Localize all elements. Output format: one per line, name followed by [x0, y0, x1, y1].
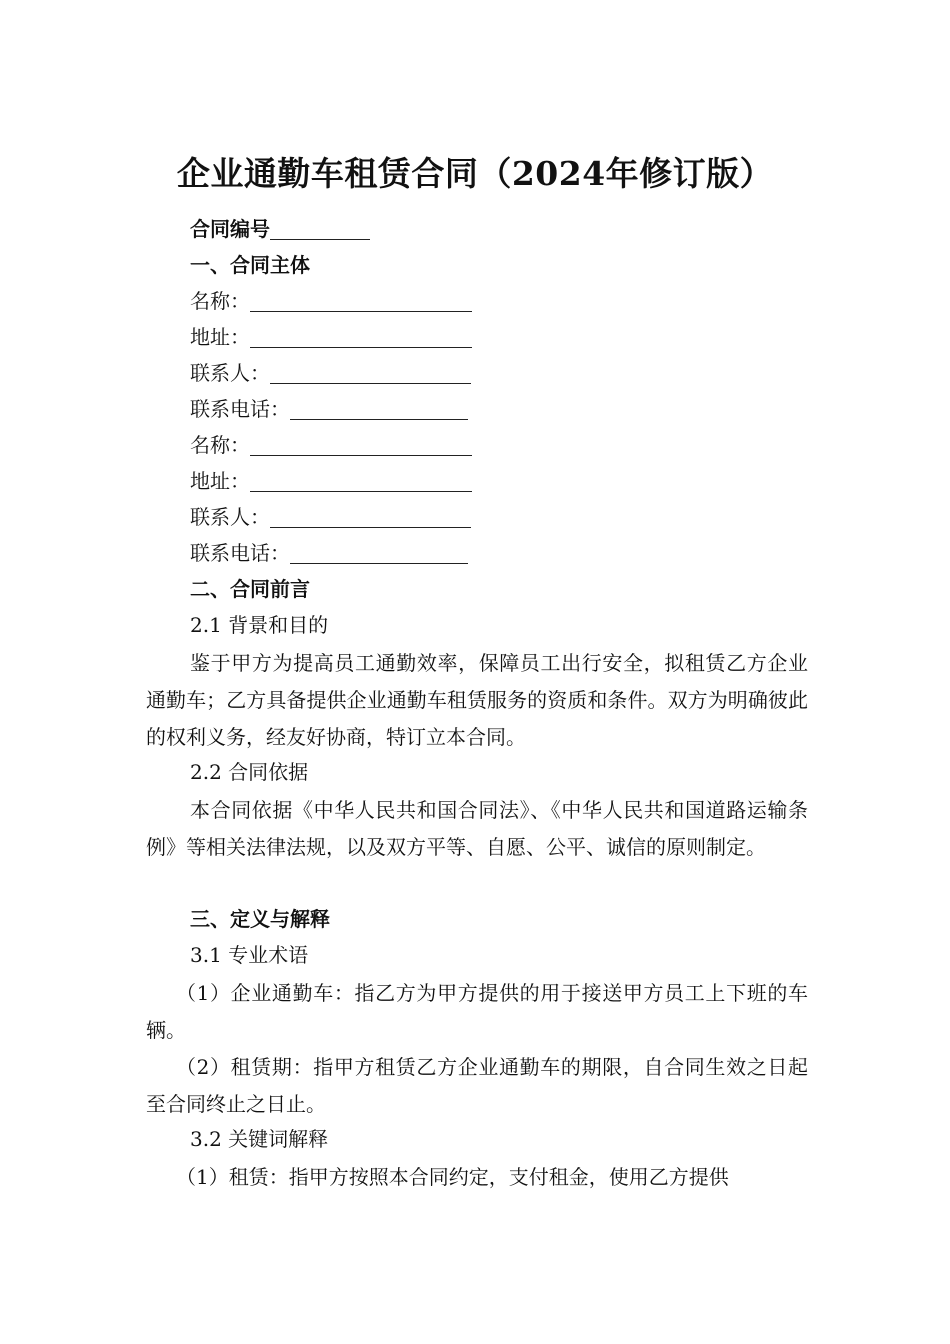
paragraph-2-1: 鉴于甲方为提高员工通勤效率，保障员工出行安全，拟租赁乙方企业通勤车；乙方具备提供企业通勤车租赁服务的资质和条件。双方为明确彼此的权利义务，经友好协商，特订立本合同。: [146, 651, 808, 749]
party-b-name-line: [190, 430, 472, 460]
party-b-contact-line: [190, 502, 471, 532]
party-a-address-line: [190, 322, 472, 352]
party-b-name-blank[interactable]: [250, 433, 472, 456]
contract-number-line: [190, 214, 370, 244]
party-a-address-label: 地址：: [190, 325, 250, 349]
party-a-name-label: 名称：: [190, 289, 250, 313]
section-2-heading: 二、合同前言: [190, 577, 310, 601]
contract-number-label: 合同编号: [190, 217, 270, 241]
party-a-name-blank[interactable]: [250, 289, 472, 312]
section-1-heading: 一、合同主体: [190, 253, 310, 277]
party-a-name-line: [190, 286, 472, 316]
section-2-1-heading: 2.1 背景和目的: [190, 613, 329, 637]
party-b-contact-blank[interactable]: [270, 505, 471, 528]
party-a-contact-blank[interactable]: [270, 361, 471, 384]
section-2-2-heading: 2.2 合同依据: [190, 760, 309, 784]
party-a-address-blank[interactable]: [250, 325, 472, 348]
contract-number-blank[interactable]: [270, 217, 370, 240]
section-3-2-heading: 3.2 关键词解释: [190, 1127, 329, 1151]
party-b-phone-label: 联系电话：: [190, 541, 290, 565]
party-a-phone-blank[interactable]: [290, 397, 468, 420]
party-b-address-line: [190, 466, 472, 496]
section-3-heading: 三、定义与解释: [190, 907, 330, 931]
party-b-address-blank[interactable]: [250, 469, 472, 492]
party-a-phone-line: [190, 394, 468, 424]
paragraph-3-1-a: （1）企业通勤车：指乙方为甲方提供的用于接送甲方员工上下班的车辆。: [146, 981, 808, 1042]
party-a-contact-label: 联系人：: [190, 361, 270, 385]
paragraph-3-1-b: （2）租赁期：指甲方租赁乙方企业通勤车的期限，自合同生效之日起至合同终止之日止。: [146, 1055, 808, 1116]
document-title: 企业通勤车租赁合同（2024年修订版）: [176, 154, 774, 193]
party-a-contact-line: [190, 358, 471, 388]
paragraph-2-2: 本合同依据《中华人民共和国合同法》、《中华人民共和国道路运输条例》等相关法律法规，以及双方平等、自愿、公平、诚信的原则制定。: [146, 798, 808, 859]
section-3-1-heading: 3.1 专业术语: [190, 943, 309, 967]
paragraph-3-2-a: （1）租赁：指甲方按照本合同约定，支付租金，使用乙方提供: [176, 1165, 729, 1189]
party-b-phone-blank[interactable]: [290, 541, 468, 564]
party-b-phone-line: [190, 538, 468, 568]
party-b-address-label: 地址：: [190, 469, 250, 493]
party-a-phone-label: 联系电话：: [190, 397, 290, 421]
party-b-contact-label: 联系人：: [190, 505, 270, 529]
party-b-name-label: 名称：: [190, 433, 250, 457]
